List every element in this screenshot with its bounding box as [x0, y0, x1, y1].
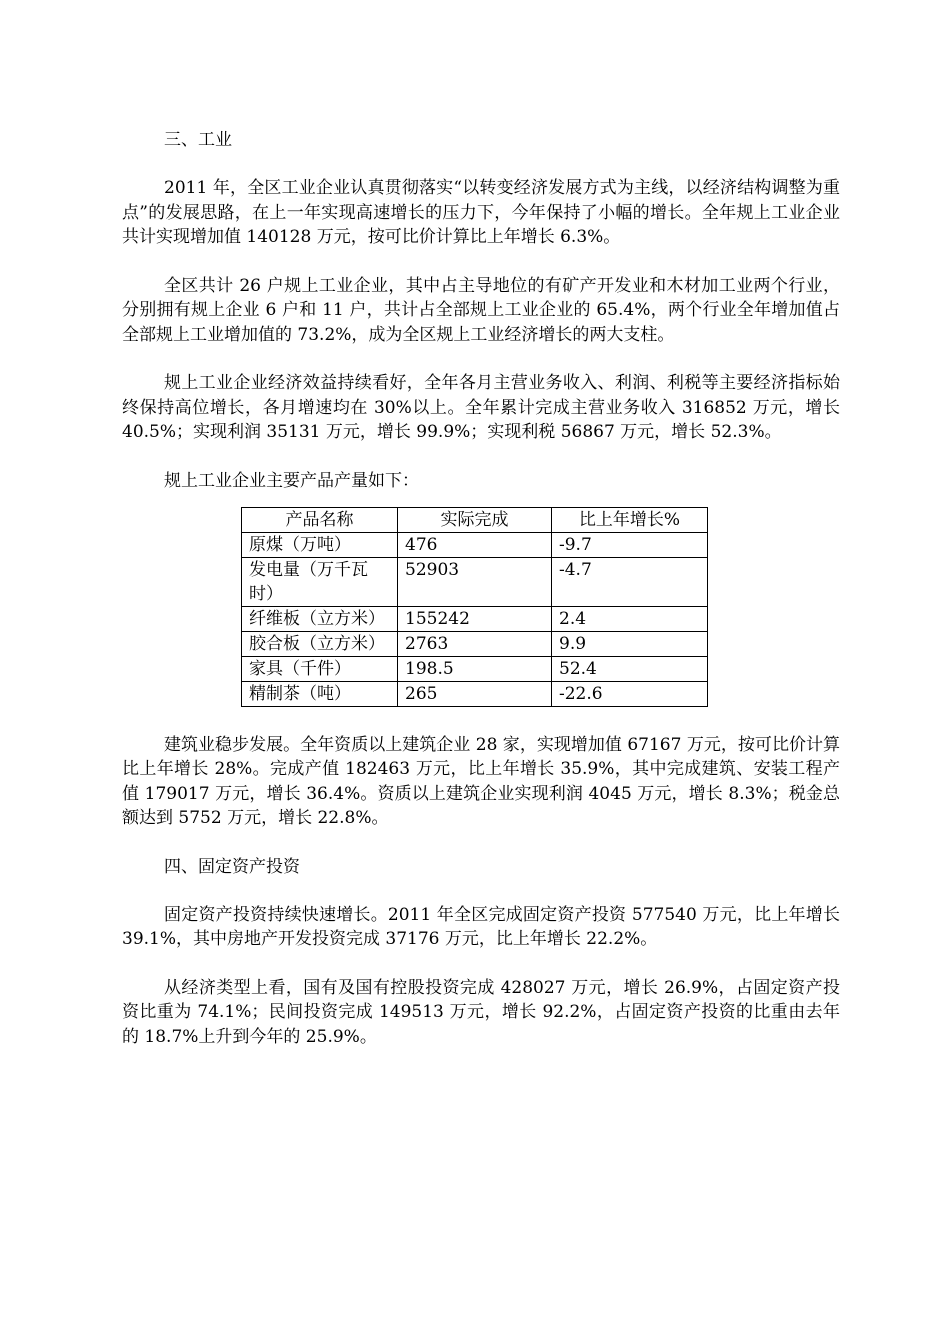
cell-growth: -4.7 [552, 557, 708, 606]
cell-output: 52903 [398, 557, 552, 606]
cell-product: 家具（千件） [242, 656, 398, 681]
cell-output: 198.5 [398, 656, 552, 681]
table-row [242, 681, 708, 706]
paragraph-industry-enterprises: 全区共计 26 户规上工业企业，其中占主导地位的有矿产开发业和木材加工业两个行业，分别拥有规上企业 6 户和 11 户，共计占全部规上工业企业的 65.4%，两个行业全年增加值占全部规上工业增加值的 73.2%，成为全区规上工业经济增长的两大支柱。 [122, 275, 840, 345]
header-growth-rate: 比上年增长% [552, 507, 708, 532]
cell-product: 精制茶（吨） [242, 681, 398, 706]
header-actual-output: 实际完成 [398, 507, 552, 532]
cell-product: 发电量（万千瓦时） [242, 557, 398, 606]
table-row [242, 631, 708, 656]
cell-output: 155242 [398, 606, 552, 631]
paragraph-industry-overview: 2011 年，全区工业企业认真贯彻落实“以转变经济发展方式为主线，以经济结构调整为重点”的发展思路，在上一年实现高速增长的压力下，今年保持了小幅的增长。全年规上工业企业共计实现增加值 140128 万元，按可比价计算比上年增长 6.3%。 [122, 178, 840, 247]
cell-output: 2763 [398, 631, 552, 656]
paragraph-construction: 建筑业稳步发展。全年资质以上建筑企业 28 家，实现增加值 67167 万元，按可比价计算比上年增长 28%。完成产值 182463 万元，比上年增长 35.9%，其中完成建筑、安装工程产值 179017 万元，增长 36.4%。资质以上建筑企业实现利润 4045 万元，增长 8.3%；税金总额达到 5752 万元，增长 22.8%。 [122, 734, 840, 828]
cell-product: 原煤（万吨） [242, 532, 398, 557]
cell-product: 胶合板（立方米） [242, 631, 398, 656]
document-page [122, 118, 840, 1073]
paragraph-industry-efficiency: 规上工业企业经济效益持续看好，全年各月主营业务收入、利润、利税等主要经济指标始终保持高位增长，各月增速均在 30%以上。全年累计完成主营业务收入 316852 万元，增长 40.5%；实现利润 35131 万元，增长 99.9%；实现利税 56867 万元，增长 52.3%。 [122, 373, 840, 442]
paragraph-investment-overview: 固定资产投资持续快速增长。2011 年全区完成固定资产投资 577540 万元，比上年增长 39.1%，其中房地产开发投资完成 37176 万元，比上年增长 22.2%。 [122, 904, 840, 949]
cell-growth: -22.6 [552, 681, 708, 706]
paragraph-investment-types: 从经济类型上看，国有及国有控股投资完成 428027 万元，增长 26.9%，占固定资产投资比重为 74.1%；民间投资完成 149513 万元，增长 92.2%，占固定资产投资的比重由去年的 18.7%上升到今年的 25.9%。 [122, 977, 840, 1047]
cell-output: 265 [398, 681, 552, 706]
table-intro: 规上工业企业主要产品产量如下： [164, 470, 419, 491]
section-heading-investment: 四、固定资产投资 [164, 856, 300, 877]
product-output-table [241, 507, 708, 707]
header-product-name: 产品名称 [242, 507, 398, 532]
cell-growth: 9.9 [552, 631, 708, 656]
table-row [242, 656, 708, 681]
table-row [242, 557, 708, 606]
cell-output: 476 [398, 532, 552, 557]
table-row [242, 532, 708, 557]
cell-product: 纤维板（立方米） [242, 606, 398, 631]
table-header-row [242, 507, 708, 532]
table-row [242, 606, 708, 631]
cell-growth: 52.4 [552, 656, 708, 681]
section-heading-industry: 三、工业 [164, 130, 232, 150]
cell-growth: -9.7 [552, 532, 708, 557]
cell-growth: 2.4 [552, 606, 708, 631]
